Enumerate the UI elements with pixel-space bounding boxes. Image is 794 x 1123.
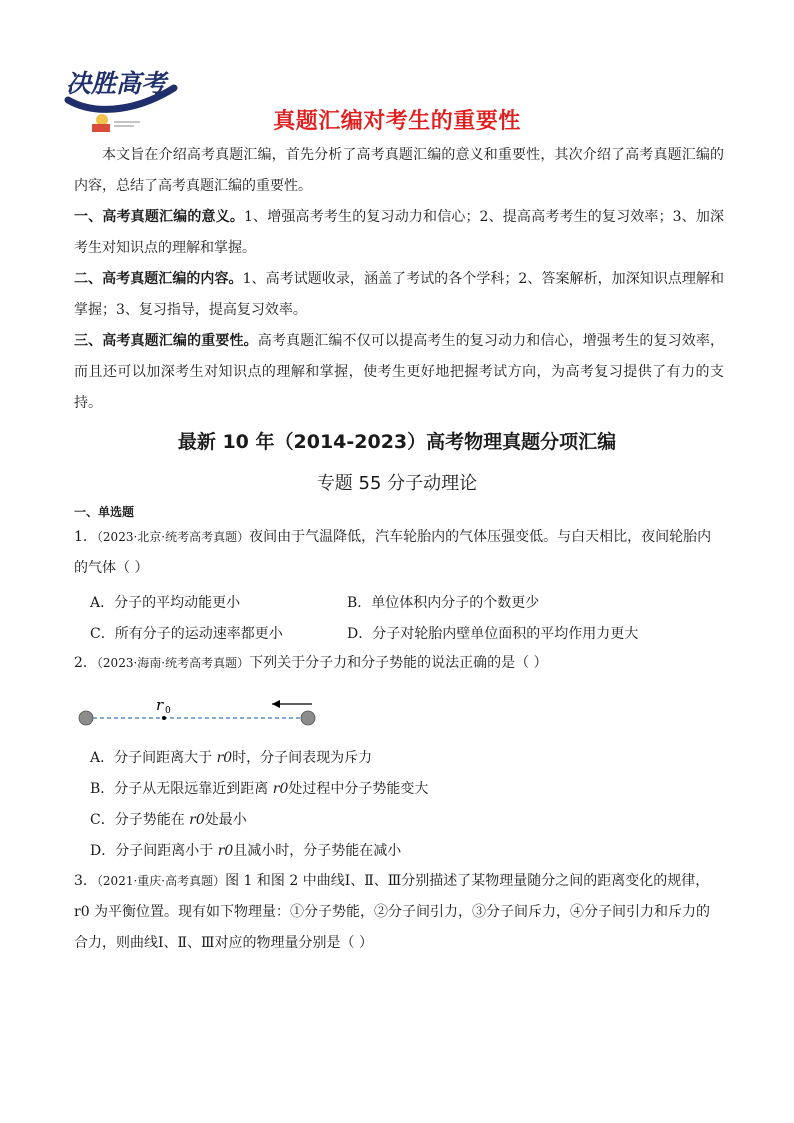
page-title: 真题汇编对考生的重要性: [273, 109, 521, 134]
content-text: 1、高考试题收录，涵盖了考试的各个学科；2、答案解析，加深知识点理解和掌握；3、复习指导，提高复习效率。: [74, 271, 725, 318]
arrowhead-icon: [272, 700, 280, 708]
question-3: [74, 866, 724, 959]
question-number: 2．: [74, 655, 97, 671]
content-paragraph: [74, 264, 724, 326]
molecule-left: [79, 711, 93, 725]
question-text: 图 1 和图 2 中曲线Ⅰ、Ⅱ、Ⅲ分别描述了某物理量随分之间的距离变化的规律，r0 为平衡位置。现有如下物理量：①分子势能，②分子间引力，③分子间斥力，④分子间引力和斥力的合力，则曲线Ⅰ、Ⅱ、Ⅲ对应的物理量分别是（ ）: [74, 873, 711, 951]
meaning-paragraph: [74, 202, 724, 264]
option-a: A．分子间距离大于 r0时，分子间表现为斥力: [90, 750, 373, 766]
content-heading: 二、高考真题汇编的内容。: [74, 271, 243, 287]
importance-text: 高考真题汇编不仅可以提高考生的复习动力和信心，增强考生的复习效率，而且还可以加深考生对知识点的理解和掌握，使考生更好地把握考试方向，为高考复习提供了有力的支持。: [74, 333, 724, 411]
r0-subscript: 0: [165, 706, 171, 716]
importance-paragraph: [74, 326, 724, 419]
option-d: D．分子间距离小于 r0且减小时，分子势能在减小: [90, 843, 402, 859]
question-number: 3．: [74, 873, 97, 889]
question-source: （2023·海南·统考高考真题）: [96, 656, 250, 670]
question-text: 夜间由于气温降低，汽车轮胎内的气体压强变低。与白天相比，夜间轮胎内的气体（ ）: [74, 529, 712, 576]
option-c: C．所有分子的运动速率都更小: [90, 626, 283, 642]
molecule-diagram: [74, 690, 324, 734]
option-a: A．分子的平均动能更小: [90, 595, 241, 611]
question-number: 1．: [74, 529, 97, 545]
category-heading: 一、单选题: [74, 505, 135, 519]
meaning-text: 1、增强高考考生的复习动力和信心；2、提高高考考生的复习效率；3、加深考生对知识点的理解和掌握。: [74, 209, 724, 256]
question-source: （2023·北京·统考高考真题）: [96, 530, 250, 544]
option-c: C．分子势能在 r0处最小: [90, 812, 247, 828]
question-2: [74, 648, 724, 679]
option-b: B．分子从无限远靠近到距离 r0处过程中分子势能变大: [90, 781, 429, 797]
option-d: D．分子对轮胎内壁单位面积的平均作用力更大: [347, 626, 639, 642]
importance-heading: 三、高考真题汇编的重要性。: [74, 333, 258, 349]
section-subtitle: 专题 55 分子动理论: [316, 473, 478, 494]
r0-label: r: [156, 696, 164, 714]
equilibrium-point: [162, 716, 166, 720]
intro-paragraph: 本文旨在介绍高考真题汇编，首先分析了高考真题汇编的意义和重要性，其次介绍了高考真题汇编的内容，总结了高考真题汇编的重要性。: [74, 147, 724, 194]
section-title: 最新 10 年（2014-2023）高考物理真题分项汇编: [177, 431, 617, 453]
question-source: （2021·重庆·高考真题）: [96, 874, 226, 888]
question-text: 下列关于分子力和分子势能的说法正确的是（ ）: [249, 655, 548, 671]
molecule-right: [301, 711, 315, 725]
logo-text: 决胜高考: [66, 69, 167, 98]
meaning-heading: 一、高考真题汇编的意义。: [74, 209, 244, 225]
question-1: [74, 522, 724, 584]
option-b: B．单位体积内分子的个数更少: [347, 595, 540, 611]
